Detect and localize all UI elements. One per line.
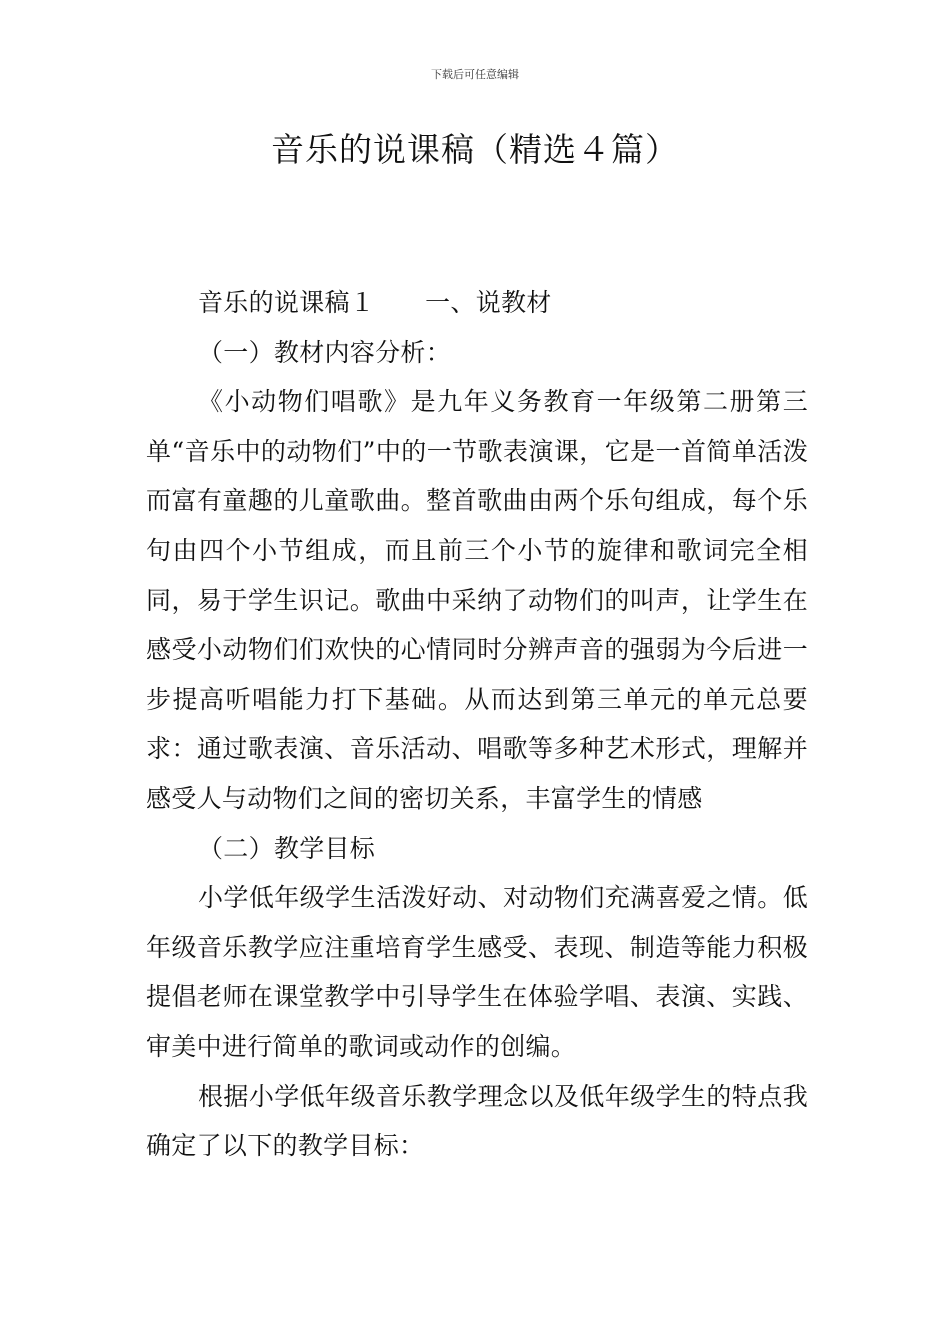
- header-note: 下载后可任意编辑: [431, 68, 519, 81]
- paragraph-3: 根据小学低年级音乐教学理念以及低年级学生的特点我确定了以下的教学目标：: [146, 1081, 808, 1161]
- paragraph-2: 小学低年级学生活泼好动、对动物们充满喜爱之情。低年级音乐教学应注重培育学生感受、表现、制造等能力积极提倡老师在课堂教学中引导学生在体验学唱、表演、实践、审美中进行简单的歌词或动作的创编。: [146, 883, 808, 1061]
- subsection-heading-1: （一）教材内容分析：: [198, 337, 452, 367]
- subsection-heading-2: （二）教学目标: [198, 833, 376, 863]
- section-label: 音乐的说课稿１: [198, 288, 376, 317]
- section-heading: 一、说教材: [425, 288, 552, 317]
- document-title: 音乐的说课稿（精选４篇）: [271, 130, 679, 169]
- section-heading-line: [146, 278, 808, 328]
- paragraph-1: 《小动物们唱歌》是九年义务教育一年级第二册第三单“音乐中的动物们”中的一节歌表演课，它是一首简单活泼而富有童趣的儿童歌曲。整首歌曲由两个乐句组成，每个乐句由四个小节组成，而且前三个小节的旋律和歌词完全相同，易于学生识记。歌曲中采纳了动物们的叫声，让学生在感受小动物们们欢快的心情同时分辨声音的强弱为今后进一步提高听唱能力打下基础。从而达到第三单元的单元总要求：通过歌表演、音乐活动、唱歌等多种艺术形式，理解并感受人与动物们之间的密切关系，丰富学生的情感: [146, 387, 808, 813]
- document-body: [146, 278, 808, 1171]
